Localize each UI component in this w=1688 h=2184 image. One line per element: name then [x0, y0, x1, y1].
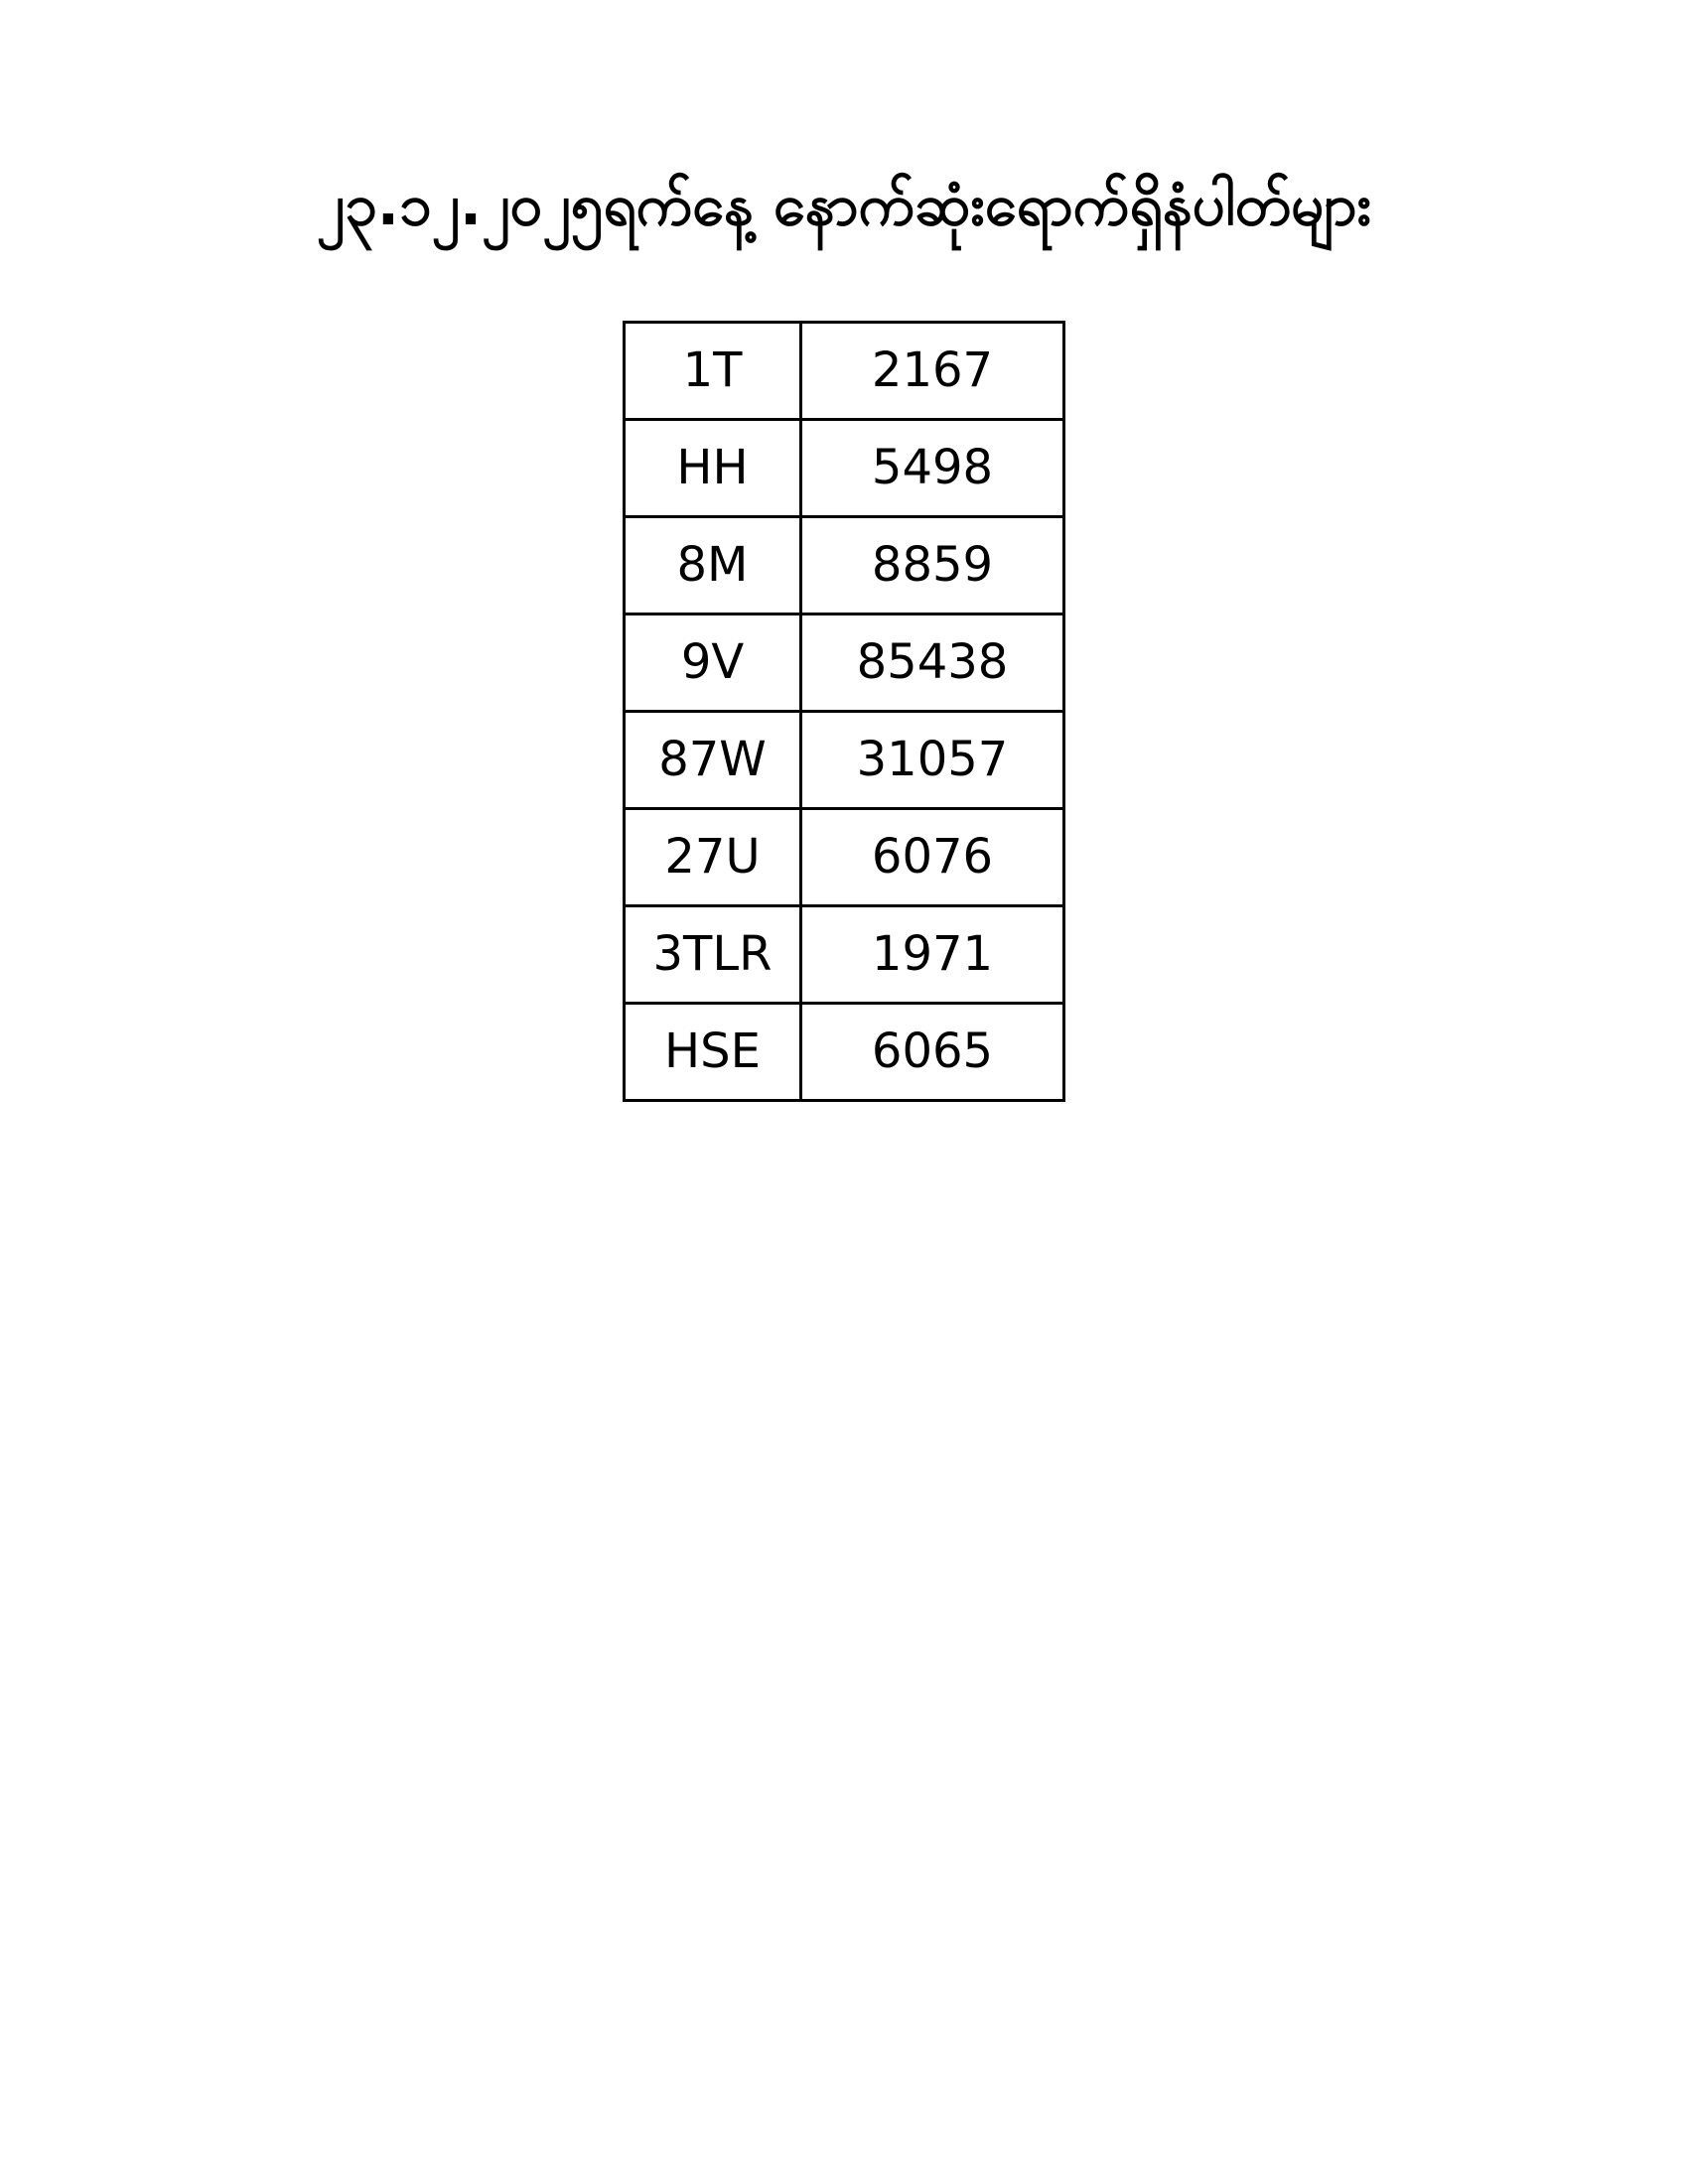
table-row [625, 516, 1064, 614]
row-value: 85438 [801, 614, 1064, 711]
table-row [625, 808, 1064, 905]
table-row [625, 905, 1064, 1003]
row-code: 9V [625, 614, 801, 711]
row-value: 1971 [801, 905, 1064, 1003]
numbers-table [623, 321, 1065, 1102]
table-container [0, 321, 1688, 1102]
row-value: 8859 [801, 516, 1064, 614]
row-code: 8M [625, 516, 801, 614]
row-code: 1T [625, 322, 801, 419]
page-title: ၂၃.၁၂.၂၀၂၅ရက်နေ့ နောက်ဆုံးရောက်ရှိနံပါတ်များ [316, 171, 1372, 238]
row-code: 87W [625, 711, 801, 808]
table-row [625, 1003, 1064, 1100]
row-value: 5498 [801, 419, 1064, 516]
row-code: HSE [625, 1003, 801, 1100]
table-row [625, 322, 1064, 419]
table-row [625, 419, 1064, 516]
row-value: 2167 [801, 322, 1064, 419]
row-value: 6076 [801, 808, 1064, 905]
table-row [625, 614, 1064, 711]
row-code: 3TLR [625, 905, 801, 1003]
row-code: HH [625, 419, 801, 516]
row-value: 6065 [801, 1003, 1064, 1100]
table-row [625, 711, 1064, 808]
row-code: 27U [625, 808, 801, 905]
row-value: 31057 [801, 711, 1064, 808]
table-body [625, 322, 1064, 1100]
